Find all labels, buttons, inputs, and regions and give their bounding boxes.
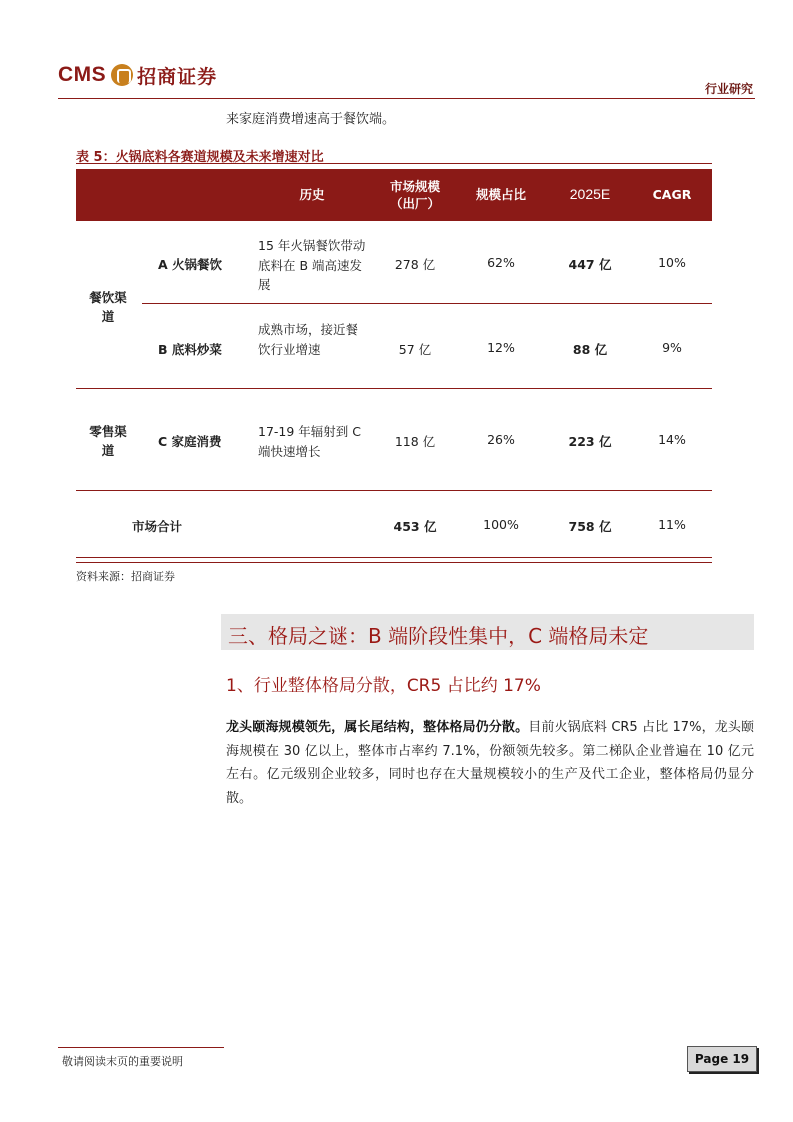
table-bottom-rule-2 — [76, 562, 712, 563]
footer-note: 敬请阅读末页的重要说明 — [62, 1055, 183, 1068]
row-name-a: A 火锅餐饮 — [158, 257, 223, 272]
row-history-c: 17-19 年辐射到 C 端快速增长 — [258, 424, 361, 459]
row-divider — [142, 303, 712, 304]
section-title: 三、格局之谜：B 端阶段性集中，C 端格局未定 — [228, 624, 649, 648]
table-title: 表 5：火锅底料各赛道规模及未来增速对比 — [76, 150, 324, 165]
row-history-a: 15 年火锅餐饮带动底料在 B 端高速发展 — [258, 238, 366, 292]
row-2025e-c: 223 亿 — [568, 434, 612, 449]
total-2025e: 758 亿 — [568, 519, 612, 534]
row-share-a: 62% — [487, 255, 515, 270]
logo-mark-icon — [111, 64, 133, 86]
company-logo — [58, 60, 217, 90]
row-2025e-a: 447 亿 — [568, 257, 612, 272]
row-cagr-b: 9% — [662, 340, 682, 355]
group-label-retail: 零售渠道 — [89, 424, 127, 458]
section-label: 行业研究 — [704, 82, 753, 96]
group-divider — [76, 388, 712, 389]
intro-text: 来家庭消费增速高于餐饮端。 — [226, 112, 396, 127]
header-share: 规模占比 — [475, 187, 526, 202]
row-2025e-b: 88 亿 — [572, 342, 608, 357]
row-cagr-a: 10% — [658, 255, 686, 270]
row-size-c: 118 亿 — [394, 434, 436, 449]
group-divider — [76, 490, 712, 491]
row-share-c: 26% — [487, 432, 515, 447]
logo-cms-text: CMS — [58, 63, 107, 86]
row-history-b: 成熟市场，接近餐饮行业增速 — [258, 322, 359, 357]
group-label-catering: 餐饮渠道 — [89, 290, 127, 324]
header-2025e: 2025E — [569, 186, 611, 202]
row-size-b: 57 亿 — [398, 342, 432, 357]
total-label: 市场合计 — [132, 519, 183, 534]
subsection-title: 1、行业整体格局分散，CR5 占比约 17% — [226, 676, 541, 696]
header-market-size: 市场规模（出厂） — [389, 179, 440, 211]
logo-cn-text: 招商证券 — [137, 65, 218, 88]
header-history: 历史 — [299, 187, 325, 202]
body-paragraph — [226, 716, 754, 810]
header-divider — [58, 98, 755, 99]
page-number: Page 19 — [687, 1046, 757, 1072]
total-share: 100% — [483, 517, 519, 532]
table-top-rule — [76, 163, 712, 164]
total-cagr: 11% — [658, 517, 686, 532]
paragraph-lead: 龙头颐海规模领先，属长尾结构，整体格局仍分散。 — [226, 720, 529, 735]
table-source: 资料来源：招商证券 — [76, 570, 175, 583]
footer-rule — [58, 1047, 224, 1048]
paragraph-text: 目前火锅底料 CR5 占比 17%，龙头颐海规模在 30 亿以上，整体市占率约 7.1%，份额领先较多。第二梯队企业普遍在 10 亿元左右。亿元级别企业较多，同时也存在大量规模较小的生产及代工企业，整体格局仍显分散。 — [226, 720, 754, 806]
total-size: 453 亿 — [393, 519, 437, 534]
row-name-c: C 家庭消费 — [158, 434, 222, 449]
row-share-b: 12% — [487, 340, 515, 355]
row-name-b: B 底料炒菜 — [158, 342, 222, 357]
header-cagr: CAGR — [652, 187, 692, 202]
table-bottom-rule — [76, 557, 712, 558]
row-size-a: 278 亿 — [394, 257, 436, 272]
row-cagr-c: 14% — [658, 432, 686, 447]
